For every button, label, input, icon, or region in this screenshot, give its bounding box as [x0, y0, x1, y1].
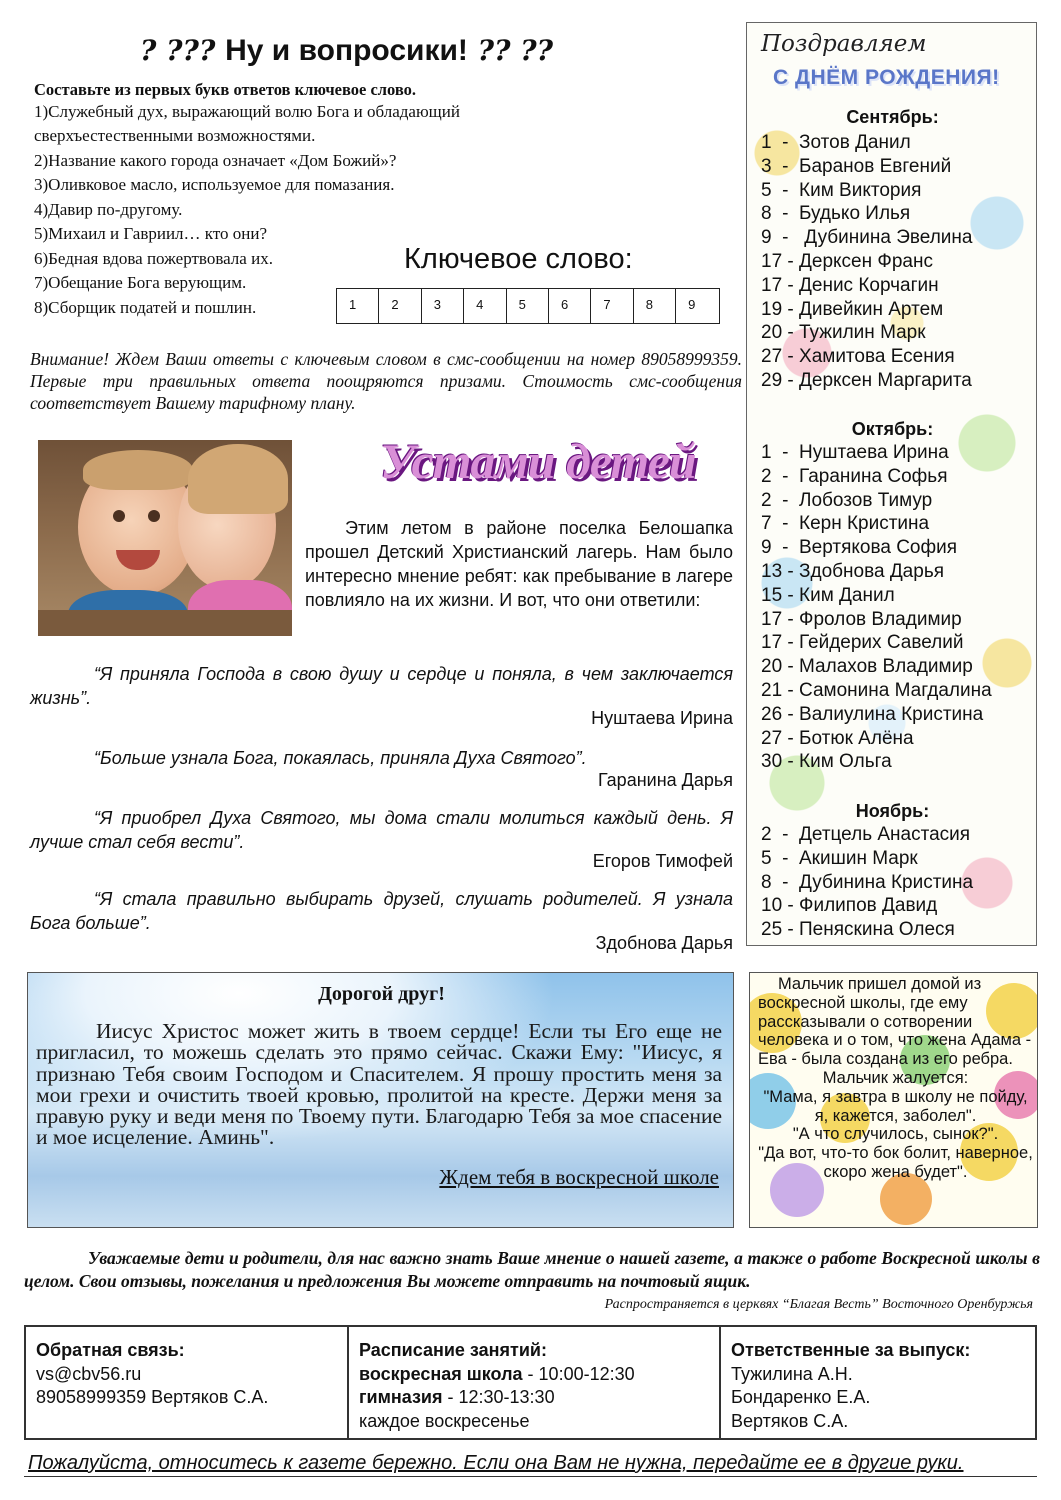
key-cell: 8 — [634, 289, 676, 323]
schedule-gym-label: гимназия — [359, 1387, 443, 1407]
quiz-question: 6)Бедная вдова пожертвовала их. — [34, 249, 273, 268]
child-quote: “Я приобрел Духа Святого, мы дома стали молиться каждый день. Я лучше стал себя вести”. — [30, 808, 733, 852]
birthday-entry: 2 - Лобозов Тимур — [761, 489, 933, 511]
quiz-title-text: Ну и вопросики! — [225, 34, 468, 67]
sms-notice: Внимание! Ждем Ваши ответы с ключевым словом в смс-сообщении на номер 89058999359. Первые три правильных ответа поощряются призами. Стоимость смс-сообщения соответствует Вашему тарифному плану. — [30, 349, 742, 413]
dear-friend-box — [27, 972, 734, 1228]
birthday-entry: 21 - Самонина Магдалина — [761, 679, 992, 701]
dear-friend-signature: Ждем тебя в воскресной школе — [439, 1165, 719, 1189]
key-cell: 5 — [507, 289, 549, 323]
quiz-question: сверхъестественными возможностями. — [34, 126, 316, 145]
birthday-entry: 9 - Вертякова София — [761, 537, 958, 559]
schedule-school-time: - 10:00-12:30 — [522, 1363, 635, 1384]
key-cell: 4 — [464, 289, 506, 323]
key-cell: 2 — [379, 289, 421, 323]
children-photo — [38, 440, 292, 636]
schedule-gym-time: - 12:30-13:30 — [442, 1387, 555, 1407]
responsible-name: Вертяков С.А. — [731, 1410, 849, 1431]
birthday-entry: 2 - Гаранина Софья — [761, 465, 948, 487]
birthday-entry: 17 - Денис Корчагин — [761, 274, 939, 296]
birthdays-subheader: С ДНЁМ РОЖДЕНИЯ! — [773, 66, 1000, 89]
birthday-entry: 15 - Ким Данил — [761, 584, 895, 606]
responsible-name: Тужилина А.Н. — [731, 1363, 853, 1384]
key-word-grid — [336, 288, 720, 324]
schedule-gym — [359, 1386, 709, 1410]
schedule-day: каждое воскресенье — [359, 1410, 530, 1431]
birthday-entry: 1 - Нуштаева Ирина — [761, 442, 949, 463]
key-cell: 3 — [422, 289, 464, 323]
birthday-entry: 13 - Здобнова Дарья — [761, 560, 945, 582]
schedule-cell — [349, 1327, 721, 1438]
birthday-entry: 17 - Гейдерих Савелий — [761, 632, 964, 654]
birthday-entry: 27 - Хамитова Есения — [761, 346, 955, 368]
quiz-question: 2)Название какого города означает «Дом Божий»? — [34, 151, 397, 170]
key-cell: 1 — [337, 289, 379, 323]
quiz-intro: Составьте из первых букв ответов ключевое слово. — [34, 80, 417, 99]
key-cell: 6 — [549, 289, 591, 323]
quiz-title — [140, 34, 720, 68]
birthday-entry: 20 - Тужилин Марк — [761, 322, 926, 344]
birthday-entry: 8 - Будько Илья — [761, 203, 911, 225]
month-title: Ноябрь: — [855, 801, 930, 821]
care-request: Пожалуйста, относитесь к газете бережно. Если она Вам не нужна, передайте ее в другие руки. — [28, 1452, 964, 1474]
joke-line: "Мама, я завтра в школу не пойду, я, кажется, заболел". — [763, 1087, 1028, 1125]
feedback-email[interactable]: vs@cbv56.ru — [36, 1363, 142, 1384]
birthday-entry: 2 - Детцель Анастасия — [761, 824, 971, 845]
quote-author: Гаранина Дарья — [597, 770, 733, 790]
birthday-entry: 25 - Пеняскина Олеся — [761, 919, 955, 941]
birthday-entry: 27 - Ботюк Алёна — [761, 727, 914, 749]
schedule-title: Расписание занятий: — [359, 1340, 547, 1360]
birthday-entry: 3 - Баранов Евгений — [761, 155, 952, 177]
birthday-entry: 26 - Валиулина Кристина — [761, 703, 984, 725]
birthday-entry: 9 - Дубинина Эвелина — [761, 227, 973, 249]
readers-appeal: Уважаемые дети и родители, для нас важно знать Ваше мнение о нашей газете, а также о работе Воскресной школы в целом. Свои отзывы, пожелания и предложения Вы можете отправить на почтовый ящик. — [24, 1248, 1040, 1291]
joke-line: "А что случилось, сынок?". — [792, 1125, 999, 1144]
responsible-title: Ответственные за выпуск: — [731, 1340, 971, 1360]
feedback-cell — [26, 1327, 349, 1438]
birthday-entry: 5 - Акишин Марк — [761, 847, 918, 869]
joke-box — [749, 972, 1038, 1228]
quote-author: Здобнова Дарья — [595, 933, 733, 953]
birthdays-header: Поздравляем — [761, 31, 927, 57]
children-intro: Этим летом в районе поселка Белошапка прошел Детский Христианский лагерь. Нам было интересно мнение ребят: как пребывание в лагере повлияло на их жизни. И вот, что они ответили: — [305, 518, 733, 610]
responsible-cell — [721, 1327, 1035, 1438]
birthday-entry: 30 - Ким Ольга — [761, 751, 892, 773]
birthdays-panel — [746, 22, 1037, 946]
joke-line: Мальчик пришел домой из воскресной школы, где ему рассказывали о сотворении человека и о том, что жена Адама - Ева - была создана из его ребра. — [758, 975, 1032, 1069]
quiz-question: 8)Сборщик податей и пошлин. — [34, 298, 257, 317]
joke-line: Мальчик жалуется: — [822, 1068, 969, 1087]
child-quote: “Больше узнала Бога, покаялась, приняла Духа Святого”. — [94, 748, 587, 768]
month-title: Октябрь: — [851, 419, 934, 439]
dear-friend-body: Иисус Христос может жить в твоем сердце! Если ты Его еще не пригласил, то можешь сделать это прямо сейчас. Скажи Ему: "Иисус, я признаю Тебя своим Господом и Спасителем. Я прошу простить меня за мои грехи и очистить твоей кровью, пролитой на кресте. Держи меня за правую руку и веди меня по Твоему пути. Благодарю Тебя за мое спасение и мое исцеление. Аминь". — [36, 1019, 722, 1150]
birthday-entry: 5 - Ким Виктория — [761, 179, 922, 201]
key-cell: 9 — [688, 297, 696, 312]
key-word-label: Ключевое слово: — [404, 243, 633, 275]
question-marks-right: ?? ?? — [467, 34, 554, 67]
month-title: Сентябрь: — [846, 107, 939, 127]
birthday-list-september — [761, 131, 972, 393]
question-marks-left: ? ??? — [140, 34, 226, 67]
quiz-question: 7)Обещание Бога верующим. — [34, 273, 247, 292]
schedule-school-label: воскресная школа — [359, 1363, 523, 1384]
birthday-list-november — [761, 823, 973, 942]
distribution-note: Распространяется в церквях “Благая Весть” Восточного Оренбуржья — [604, 1297, 1033, 1312]
quiz-question: 5)Михаил и Гавриил… кто они? — [34, 224, 268, 243]
feedback-phone: 89058999359 Вертяков С.А. — [36, 1387, 269, 1407]
birthday-entry: 29 - Дерксен Маргарита — [761, 369, 972, 391]
birthday-entry: 1 - Зотов Данил — [761, 132, 911, 153]
birthday-entry: 20 - Малахов Владимир — [761, 656, 973, 678]
quote-author: Нуштаева Ирина — [591, 708, 733, 728]
birthday-entry: 17 - Фролов Владимир — [761, 608, 962, 630]
quiz-question: 1)Служебный дух, выражающий волю Бога и обладающий — [34, 102, 460, 121]
quiz-question: 4)Давир по-другому. — [34, 200, 183, 219]
child-quote: “Я стала правильно выбирать друзей, слушать родителей. Я узнала Бога больше”. — [30, 889, 733, 933]
birthday-entry: 19 - Дивейкин Артем — [761, 298, 944, 320]
bottom-divider — [24, 1476, 1037, 1477]
birthday-entry: 17 - Дерксен Франс — [761, 250, 933, 272]
quote-author: Егоров Тимофей — [592, 851, 733, 871]
schedule-school — [359, 1363, 709, 1387]
key-cell: 7 — [591, 289, 633, 323]
info-table — [24, 1325, 1037, 1440]
joke-line: "Да вот, что-то бок болит, наверное, скоро жена будет". — [758, 1144, 1033, 1181]
dear-friend-title: Дорогой друг! — [318, 983, 445, 1005]
birthday-list-october — [761, 441, 992, 774]
birthday-entry: 7 - Керн Кристина — [761, 513, 930, 535]
joke-text — [758, 975, 1033, 1182]
feedback-title: Обратная связь: — [36, 1340, 185, 1360]
birthday-entry: 8 - Дубинина Кристина — [761, 871, 974, 893]
responsible-name: Бондаренко Е.А. — [731, 1387, 871, 1407]
quiz-question: 3)Оливковое масло, используемое для помазания. — [34, 175, 395, 194]
child-quote: “Я приняла Господа в свою душу и сердце и поняла, в чем заключается жизнь”. — [30, 664, 733, 708]
children-section-title: Устами детей — [380, 433, 696, 489]
birthday-entry: 10 - Филипов Давид — [761, 895, 938, 917]
